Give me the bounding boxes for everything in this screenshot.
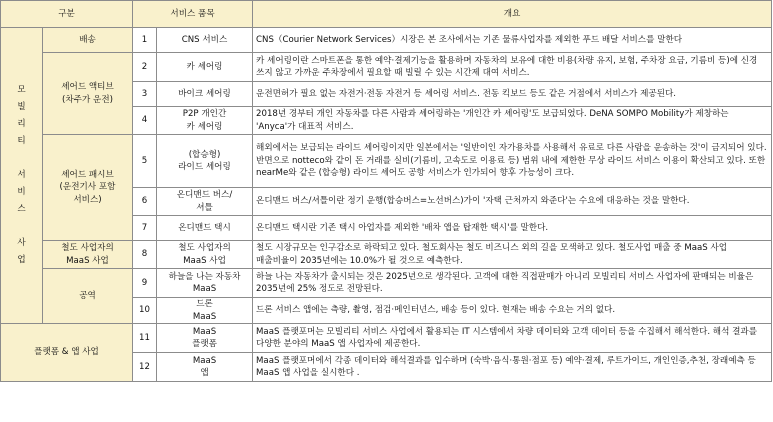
service-description: 철도 시장규모는 인구감소로 하락되고 있다. 철도회사는 철도 비즈니스 외의 길을 모색하고 있다. 철도사업 매출 중 MaaS 사업 매출비율이 2035년에는 10.0%가 될 것으로 예측한다. [253, 241, 772, 269]
service-item: (합승형) 라이드 셰어링 [157, 135, 253, 188]
main-category-platform-app: 플랫폼 & 앱 사업 [1, 324, 133, 382]
service-description: 카 셰어링이란 스마트폰을 통한 예약·결제기능을 활용하며 자동차의 보유에 대한 비용(차량 유지, 보험, 주차장 요금, 기름비 등)에 신경 쓰지 않고 가까운 주차장에서 필요할 때 빌릴 수 있는 시간제 대여 서비스. [253, 53, 772, 82]
main-category-mobility: 모 빌 리 티 서 비 스 사 업 [1, 28, 43, 324]
table-row [1, 53, 772, 82]
service-description: 운전면허가 필요 없는 자전거·전동 자전거 등 셰어링 서비스. 전동 킥보드 등도 같은 거점에서 서비스가 제공된다. [253, 82, 772, 107]
service-description: 하늘 나는 자동차가 출시되는 것은 2025년으로 생각된다. 고객에 대한 직접판매가 아니리 모빌리티 서비스 사업자에 판매되는 비율은 2035년에 25% 정도로 전망된다. [253, 269, 772, 298]
subcategory-shared-active: 셰어드 액티브 (차주가 운전) [43, 53, 133, 135]
table-row [1, 269, 772, 298]
service-item: 바이크 셰어링 [157, 82, 253, 107]
row-number: 7 [133, 216, 157, 241]
header-service-item: 서비스 품목 [133, 1, 253, 28]
row-number: 4 [133, 107, 157, 135]
service-item: CNS 서비스 [157, 28, 253, 53]
service-description: MaaS 플랫포머에서 각종 데이터와 해석결과를 입수하며 (숙박·음식·통원·점포 등) 예약·결제, 루트가이드, 개인인증,추천, 장래예측 등 MaaS 앱 사업을 실시한다 . [253, 353, 772, 382]
service-description: 해외에서는 보급되는 라이드 셰어링이지만 일본에서는 '일반이인 자가용차를 사용해서 유료로 다른 사람을 운송하는 것'이 금지되어 있다. 반면으로 notteco와 같이 돈 거래를 실비(기름비, 고속도로 이용료 등) 범위 내에 제한한 무상 라이드 서비스 이용이 확산되고 있다. 또한 nearMe와 같은 (합승형) 라이드 셰어도 공항 서비스가 인가되어 향후 가능성이 크다. [253, 135, 772, 188]
service-item: 온디맨드 버스/ 셔틀 [157, 188, 253, 216]
table-row [1, 135, 772, 188]
table-row [1, 324, 772, 353]
service-item: 철도 사업자의 MaaS 사업 [157, 241, 253, 269]
row-number: 6 [133, 188, 157, 216]
subcategory-airspace: 공역 [43, 269, 133, 324]
row-number: 8 [133, 241, 157, 269]
service-item: 온디맨드 택시 [157, 216, 253, 241]
row-number: 1 [133, 28, 157, 53]
row-number: 11 [133, 324, 157, 353]
table-row [1, 28, 772, 53]
service-description: 온디맨드 택시란 기존 택시 아업자를 제외한 '배차 앱을 탑재한 택시'를 말한다. [253, 216, 772, 241]
row-number: 2 [133, 53, 157, 82]
table-row [1, 241, 772, 269]
header-category: 구분 [1, 1, 133, 28]
row-number: 10 [133, 298, 157, 324]
service-item: MaaS 플랫폼 [157, 324, 253, 353]
service-description: 드론 서비스 앱에는 측량, 촬영, 점검·메인터넌스, 배송 등이 있다. 현재는 배송 수요는 거의 없다. [253, 298, 772, 324]
subcategory-delivery: 배송 [43, 28, 133, 53]
subcategory-rail: 철도 사업자의 MaaS 사업 [43, 241, 133, 269]
row-number: 12 [133, 353, 157, 382]
row-number: 9 [133, 269, 157, 298]
service-item: MaaS 앱 [157, 353, 253, 382]
service-description: 온디맨드 버스/셔틀이란 정기 운행(합승버스=노선버스)가이 '자택 근처까지 와준다'는 수요에 대응하는 것을 말한다. [253, 188, 772, 216]
header-overview: 개요 [253, 1, 772, 28]
service-description: CNS（Courier Network Services）시장은 본 조사에서는 기존 물류사업자를 제외한 푸드 배달 서비스를 말한다 [253, 28, 772, 53]
service-item: 하늘을 나는 자동차 MaaS [157, 269, 253, 298]
service-item: P2P 개인간 카 셰어링 [157, 107, 253, 135]
service-description: 2018년 경부터 개인 자동차를 다른 사람과 셰어링하는 '개인간 카 셰어링'도 보급되었다. DeNA SOMPO Mobility가 제창하는 'Anyca'가 대표적 서비스. [253, 107, 772, 135]
header-row [1, 1, 772, 28]
service-item: 드론 MaaS [157, 298, 253, 324]
row-number: 5 [133, 135, 157, 188]
subcategory-shared-passive: 셰어드 패시브 (운전기사 포함 서비스) [43, 135, 133, 241]
service-item: 카 셰어링 [157, 53, 253, 82]
row-number: 3 [133, 82, 157, 107]
service-description: MaaS 플랫포머는 모빌리티 서비스 사업에서 활용되는 IT 시스템에서 차량 데이터와 고객 데이터 등을 수집해서 해석한다. 해석 결과를 다양한 분야의 MaaS 앱 사업자에 제공한다. [253, 324, 772, 353]
